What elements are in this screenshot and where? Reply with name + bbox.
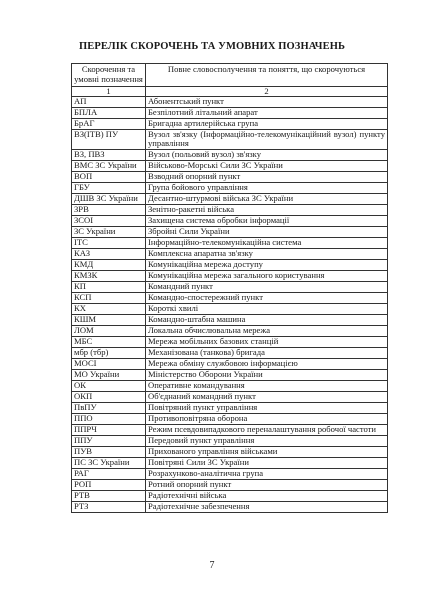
table-row [72,502,388,513]
abbreviation-cell: КСП [72,293,146,304]
table-row [72,392,388,403]
abbreviation-cell: БПЛА [72,107,146,118]
abbreviation-cell: ПС ЗС України [72,458,146,469]
table-row [72,425,388,436]
full-term-cell: Командно-штабна машина [146,315,388,326]
full-term-cell: Комунікаційна мережа загального користування [146,271,388,282]
full-term-cell: Інформаційно-телекомунікаційна система [146,238,388,249]
full-term-cell: Міністерство Оборони України [146,370,388,381]
abbreviation-cell: ЛОМ [72,326,146,337]
header-full-term: Повне словосполучення та поняття, що скорочуються [146,64,388,87]
table-row [72,172,388,183]
abbreviation-cell: ППРЧ [72,425,146,436]
abbreviation-cell: ППУ [72,436,146,447]
full-term-cell: Режим псевдовипадкового переналаштування робочої частоти [146,425,388,436]
abbreviation-cell: МО України [72,370,146,381]
table-row [72,118,388,129]
full-term-cell: Противоповітряна оборона [146,414,388,425]
full-term-cell: Бригадна артилерійська група [146,118,388,129]
abbreviation-cell: КШМ [72,315,146,326]
table-row [72,271,388,282]
column-number-row [72,86,388,96]
abbreviation-cell: ПУВ [72,447,146,458]
abbreviation-cell: БрАГ [72,118,146,129]
abbreviation-cell: ОК [72,381,146,392]
abbreviation-cell: ВОП [72,172,146,183]
full-term-cell: Короткі хвилі [146,304,388,315]
abbreviation-cell: КМД [72,260,146,271]
table-row [72,227,388,238]
full-term-cell: Мережа обміну службовою інформацією [146,359,388,370]
full-term-cell: Оперативне командування [146,381,388,392]
full-term-cell: Прихованого управління військами [146,447,388,458]
table-row [72,183,388,194]
table-row [72,381,388,392]
full-term-cell: Вузол зв'язку (Інформаційно-телекомунікаційний вузол) пункту управління [146,129,388,150]
table-row [72,315,388,326]
abbreviations-table [71,63,388,513]
full-term-cell: Комунікаційна мережа доступу [146,260,388,271]
abbreviation-cell: мбр (тбр) [72,348,146,359]
table-row [72,293,388,304]
full-term-cell: Комплексна апаратна зв'язку [146,249,388,260]
full-term-cell: Механізована (танкова) бригада [146,348,388,359]
table-row [72,370,388,381]
table-row [72,304,388,315]
full-term-cell: Радіотехнічні війська [146,491,388,502]
abbreviation-cell: КМЗК [72,271,146,282]
abbreviation-cell: МОСІ [72,359,146,370]
table-row [72,436,388,447]
abbreviation-cell: АП [72,96,146,107]
abbreviation-cell: ВМС ЗС України [72,161,146,172]
abbreviation-cell: ППО [72,414,146,425]
table-row [72,238,388,249]
table-row [72,249,388,260]
abbreviation-cell: КХ [72,304,146,315]
full-term-cell: Військово-Морські Сили ЗС України [146,161,388,172]
abbreviation-cell: ЗС України [72,227,146,238]
table-row [72,480,388,491]
full-term-cell: Передовий пункт управління [146,436,388,447]
header-abbreviation: Скорочення та умовні позначення [72,64,146,87]
abbreviation-cell: КП [72,282,146,293]
abbreviation-cell: ВЗ(ІТВ) ПУ [72,129,146,150]
column-number-2: 2 [146,86,388,96]
table-row [72,129,388,150]
table-row [72,150,388,161]
abbreviation-cell: ОКП [72,392,146,403]
column-number-1: 1 [72,86,146,96]
table-row [72,491,388,502]
full-term-cell: Радіотехнічне забезпечення [146,502,388,513]
table-row [72,403,388,414]
full-term-cell: Безпілотний літальний апарат [146,107,388,118]
full-term-cell: Захищена система обробки інформації [146,216,388,227]
abbreviation-cell: ІТС [72,238,146,249]
full-term-cell: Командно-спостережний пункт [146,293,388,304]
full-term-cell: Розрахунково-аналітична група [146,469,388,480]
abbreviation-cell: ЗСОІ [72,216,146,227]
full-term-cell: Зенітно-ракетні війська [146,205,388,216]
full-term-cell: Збройні Сили України [146,227,388,238]
abbreviation-cell: ДШВ ЗС України [72,194,146,205]
abbreviation-cell: РАГ [72,469,146,480]
page-title: ПЕРЕЛІК СКОРОЧЕНЬ ТА УМОВНИХ ПОЗНАЧЕНЬ [78,41,346,52]
table-row [72,447,388,458]
table-row [72,359,388,370]
full-term-cell: Вузол (польовий вузол) зв'язку [146,150,388,161]
table-row [72,161,388,172]
full-term-cell: Десантно-штурмові війська ЗС України [146,194,388,205]
abbreviation-cell: ГБУ [72,183,146,194]
table-row [72,348,388,359]
abbreviation-cell: РТВ [72,491,146,502]
table-row [72,107,388,118]
table-row [72,337,388,348]
abbreviation-cell: ЗРВ [72,205,146,216]
abbreviation-cell: КАЗ [72,249,146,260]
full-term-cell: Ротний опорний пункт [146,480,388,491]
table-row [72,96,388,107]
table-body [72,96,388,513]
full-term-cell: Абонентський пункт [146,96,388,107]
full-term-cell: Взводний опорний пункт [146,172,388,183]
full-term-cell: Локальна обчислювальна мережа [146,326,388,337]
full-term-cell: Об'єднаний командний пункт [146,392,388,403]
full-term-cell: Повітряні Сили ЗС України [146,458,388,469]
table-row [72,260,388,271]
table-row [72,414,388,425]
table-row [72,216,388,227]
table-row [72,458,388,469]
table-row [72,205,388,216]
abbreviation-cell: ВЗ, ПВЗ [72,150,146,161]
abbreviation-cell: МБС [72,337,146,348]
table-row [72,194,388,205]
full-term-cell: Командний пункт [146,282,388,293]
table-row [72,469,388,480]
page-number: 7 [209,560,215,571]
full-term-cell: Мережа мобільних базових станцій [146,337,388,348]
abbreviation-cell: РОП [72,480,146,491]
full-term-cell: Група бойового управління [146,183,388,194]
abbreviation-cell: ПвПУ [72,403,146,414]
table-row [72,282,388,293]
table-row [72,326,388,337]
full-term-cell: Повітряний пункт управління [146,403,388,414]
abbreviation-cell: РТЗ [72,502,146,513]
table-header-row [72,64,388,87]
